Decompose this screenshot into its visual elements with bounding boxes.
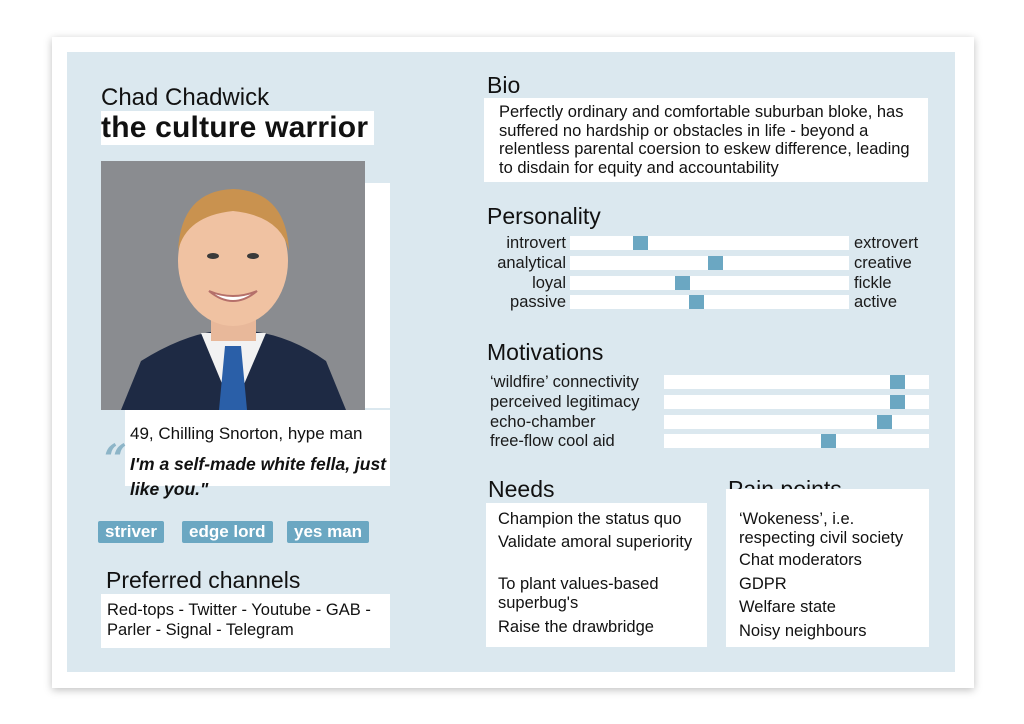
pain-point-item: Chat moderators — [739, 551, 862, 569]
motivation-label: free-flow cool aid — [490, 432, 615, 450]
trait-scale-track — [570, 295, 849, 309]
portrait-image — [101, 161, 365, 410]
trait-right-label: active — [854, 293, 898, 311]
trait-right-label: extrovert — [854, 234, 919, 252]
motivation-scale-marker — [877, 415, 892, 429]
motivation-scale-marker — [890, 375, 905, 389]
trait-scale-marker — [689, 295, 704, 309]
motivation-scale-track — [664, 434, 929, 448]
motivation-scale-marker — [890, 395, 905, 409]
trait-scale-track — [570, 236, 849, 250]
tag-edge-lord: edge lord — [182, 521, 273, 543]
tag-striver: striver — [98, 521, 164, 543]
tag-yes-man: yes man — [287, 521, 369, 543]
personality-title: Personality — [487, 203, 601, 229]
persona-tagline: the culture warrior — [101, 111, 374, 145]
trait-left-label: passive — [510, 293, 566, 311]
needs-title: Needs — [488, 476, 555, 502]
trait-left-label: loyal — [532, 274, 566, 292]
motivation-label: ‘wildfire’ connectivity — [490, 373, 639, 391]
motivation-scale-marker — [821, 434, 836, 448]
trait-scale-marker — [675, 276, 690, 290]
pain-point-item: ‘Wokeness’, i.e. respecting civil society — [739, 510, 904, 547]
bio-text: Perfectly ordinary and comfortable suburban bloke, has suffered no hardship or obstacles in life - beyond a relentless parental coersion to eskew difference, leading to disdain for equity and accountability — [499, 103, 910, 177]
trait-scale-marker — [708, 256, 723, 270]
persona-quote: I'm a self-made white fella, just like you." — [130, 454, 387, 499]
pain-point-item: Noisy neighbours — [739, 622, 867, 640]
trait-scale-marker — [633, 236, 648, 250]
trait-left-label: introvert — [506, 234, 566, 252]
motivation-label: echo-chamber — [490, 413, 596, 431]
trait-right-label: creative — [854, 254, 912, 272]
trait-scale-track — [570, 276, 849, 290]
bio-title: Bio — [487, 72, 521, 98]
persona-name: Chad Chadwick — [101, 84, 270, 111]
needs-item: Champion the status quo — [498, 510, 682, 528]
pain-point-item: GDPR — [739, 575, 787, 593]
motivations-title: Motivations — [487, 339, 604, 365]
persona-details: 49, Chilling Snorton, hype man — [130, 424, 363, 443]
pain-point-item: Welfare state — [739, 598, 836, 616]
trait-right-label: fickle — [854, 274, 892, 292]
trait-left-label: analytical — [497, 254, 566, 272]
quote-mark-icon: “ — [104, 436, 128, 483]
needs-item: To plant values-based superbug's — [498, 575, 659, 612]
needs-item: Raise the drawbridge — [498, 618, 654, 636]
channels-text: Red-tops - Twitter - Youtube - GAB - Parler - Signal - Telegram — [107, 601, 371, 639]
needs-item: Validate amoral superiority — [498, 533, 693, 551]
persona-photo — [101, 161, 365, 410]
motivation-label: perceived legitimacy — [490, 393, 640, 411]
channels-title: Preferred channels — [106, 567, 301, 593]
